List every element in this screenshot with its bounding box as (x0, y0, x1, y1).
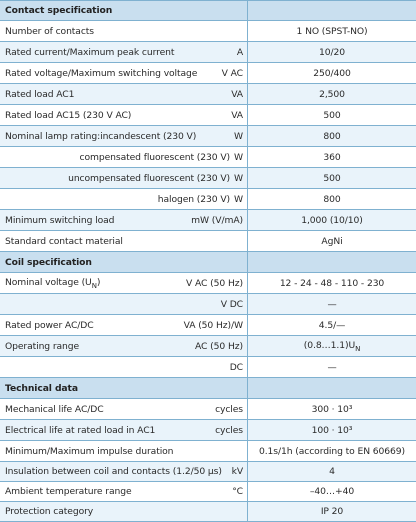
row-label (5, 277, 186, 290)
row-label: Ambient temperature range (5, 486, 132, 497)
row-value: 2,500 (319, 88, 345, 100)
row-value: 500 (323, 172, 341, 184)
row-unit: DC (229, 361, 243, 373)
table-row (0, 147, 416, 168)
table-row (0, 231, 416, 252)
row-value: 250/400 (313, 67, 351, 79)
row-label: Operating range (5, 340, 80, 352)
table-row (0, 482, 416, 502)
row-unit: mW (V/mA) (191, 214, 243, 226)
section-header-coil (0, 252, 416, 273)
row-label-text: Nominal voltage (U (5, 276, 92, 288)
row-value-text: (0.8…1.1)U (303, 339, 356, 351)
row-value: –40…+40 (309, 486, 355, 497)
row-label: Rated load AC1 (5, 88, 75, 100)
table-row (0, 315, 416, 336)
row-value-subscript: N (355, 344, 361, 353)
section-title: Coil specification (5, 256, 92, 268)
table-row (0, 441, 416, 462)
row-value: 800 (323, 130, 341, 142)
row-value: 360 (323, 151, 341, 163)
row-unit: A (236, 46, 243, 58)
row-unit: VA (231, 88, 243, 100)
row-unit: W (234, 151, 243, 163)
section-title: Technical data (5, 382, 78, 394)
section-header-contact (0, 1, 416, 21)
table-row (0, 189, 416, 210)
table-row (0, 462, 416, 482)
row-label: Rated power AC/DC (5, 319, 94, 331)
row-label: Electrical life at rated load in AC1 (5, 424, 156, 436)
row-label: Rated voltage/Maximum switching voltage (5, 67, 198, 79)
row-value: 4 (329, 466, 335, 477)
row-unit: kV (231, 466, 243, 477)
row-label: uncompensated fluorescent (230 V) (68, 172, 231, 184)
table-row (0, 502, 416, 522)
row-value: 300 · 10³ (311, 403, 353, 415)
table-row (0, 63, 416, 84)
section-header-technical (0, 378, 416, 399)
row-unit: cycles (215, 424, 243, 436)
row-label: Protection category (5, 506, 94, 517)
row-label-close: ) (96, 276, 101, 288)
table-row (0, 420, 416, 441)
row-value: 10/20 (319, 46, 345, 58)
row-label: Number of contacts (5, 25, 94, 37)
table-row (0, 168, 416, 189)
table-row (0, 294, 416, 315)
row-unit: AC (50 Hz) (195, 340, 243, 352)
row-value: 100 · 10³ (311, 424, 353, 436)
row-label: Nominal lamp rating:incandescent (230 V) (5, 130, 197, 142)
row-label: Mechanical life AC/DC (5, 403, 104, 415)
row-value: 800 (323, 193, 341, 205)
row-unit: W (234, 130, 243, 142)
row-value: 500 (323, 109, 341, 121)
table-row (0, 42, 416, 63)
row-unit: V AC (221, 67, 243, 79)
row-unit: V AC (50 Hz) (186, 277, 243, 289)
row-value (248, 340, 416, 353)
row-unit: cycles (215, 403, 243, 415)
row-label: Rated load AC15 (230 V AC) (5, 109, 132, 121)
row-unit: W (234, 193, 243, 205)
row-label: compensated fluorescent (230 V) (79, 151, 231, 163)
row-unit: W (234, 172, 243, 184)
table-row (0, 336, 416, 357)
row-unit: VA (231, 109, 243, 121)
row-label-subscript: N (91, 281, 97, 290)
row-unit: VA (50 Hz)/W (183, 319, 243, 331)
row-unit: °C (232, 486, 243, 497)
row-value: — (327, 361, 337, 373)
table-row (0, 21, 416, 42)
row-value: 1 NO (SPST-NO) (296, 25, 368, 37)
row-label: Minimum/Maximum impulse duration (5, 445, 174, 457)
section-title: Contact specification (5, 5, 113, 16)
row-label: Rated current/Maximum peak current (5, 46, 175, 58)
table-row (0, 210, 416, 231)
table-row (0, 273, 416, 294)
row-value: AgNi (321, 235, 343, 247)
row-value: — (327, 298, 337, 310)
row-label: halogen (230 V) (157, 193, 231, 205)
row-value: IP 20 (320, 506, 344, 517)
table-row (0, 357, 416, 378)
table-row (0, 105, 416, 126)
row-value: 12 - 24 - 48 - 110 - 230 (279, 277, 385, 289)
row-label: Minimum switching load (5, 214, 115, 226)
row-unit: V DC (220, 298, 243, 310)
row-value: 4.5/— (318, 319, 346, 331)
table-row (0, 126, 416, 147)
row-value: 0.1s/1h (according to EN 60669) (258, 445, 406, 457)
row-label: Insulation between coil and contacts (1.2/50 µs) (5, 466, 222, 477)
row-value: 1,000 (10/10) (301, 214, 363, 226)
table-row (0, 84, 416, 105)
table-row (0, 399, 416, 420)
row-label: Standard contact material (5, 235, 123, 247)
